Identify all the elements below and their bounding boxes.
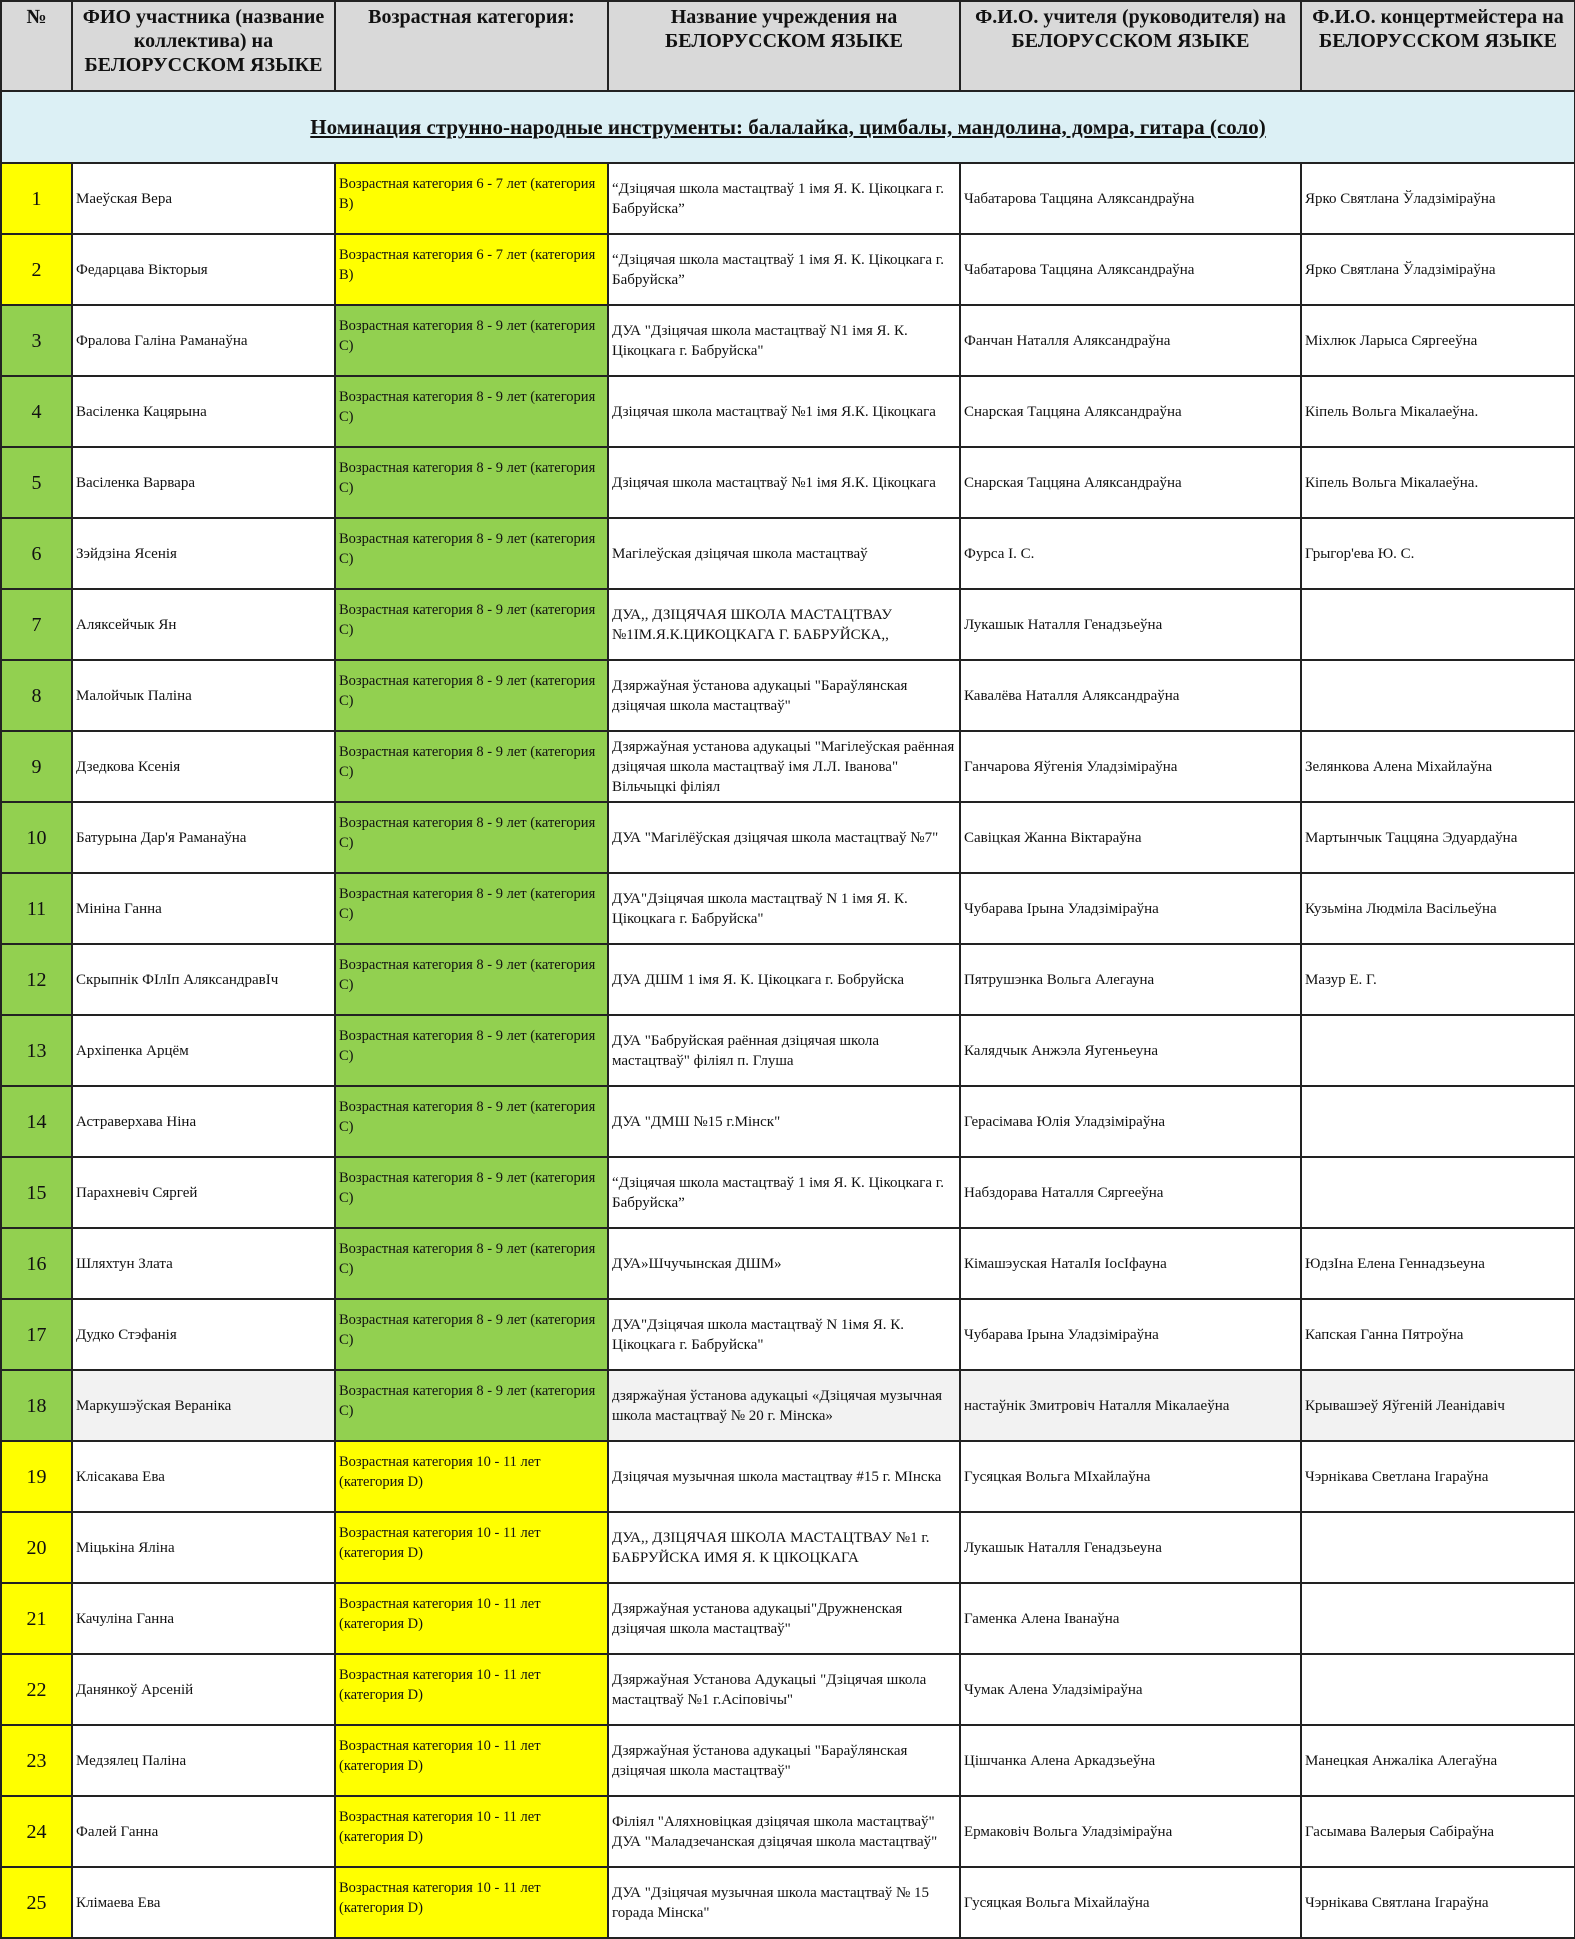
table-row — [1, 1015, 1575, 1086]
age-category: Возрастная категория 8 - 9 лет (категория С) — [335, 731, 608, 802]
teacher-name: Чубарава Ірына Уладзіміраўна — [960, 873, 1301, 944]
school-name: ДУА,, ДЗІЦЯЧАЯ ШКОЛА МАСТАЦТВАУ №1 г. БАБРУЙСКА ИМЯ Я. К ЦІКОЦКАГА — [608, 1512, 960, 1583]
school-name: Філіял "Аляхновіцкая дзіцячая школа мастацтваў" ДУА "Маладзечанская дзіцячая школа мастацтваў" — [608, 1796, 960, 1867]
row-number: 3 — [1, 305, 72, 376]
table-row — [1, 1441, 1575, 1512]
row-number: 9 — [1, 731, 72, 802]
age-category: Возрастная категория 8 - 9 лет (категория С) — [335, 447, 608, 518]
school-name: “Дзіцячая школа мастацтваў 1 імя Я. К. Цікоцкага г. Бабруйска” — [608, 163, 960, 234]
school-name: Дзіцячая школа мастацтваў №1 імя Я.К. Цікоцкага — [608, 447, 960, 518]
table-row — [1, 731, 1575, 802]
accompanist-name — [1301, 1654, 1575, 1725]
age-category: Возрастная категория 8 - 9 лет (категория С) — [335, 944, 608, 1015]
participant-name: Васіленка Кацярына — [72, 376, 335, 447]
row-number: 5 — [1, 447, 72, 518]
school-name: Дзіцячая школа мастацтваў №1 імя Я.К. Цікоцкага — [608, 376, 960, 447]
table-row — [1, 1228, 1575, 1299]
age-category: Возрастная категория 8 - 9 лет (категория С) — [335, 660, 608, 731]
table-row — [1, 1512, 1575, 1583]
row-number: 25 — [1, 1867, 72, 1938]
accompanist-name: ЮдзІна Елена Геннадзьеуна — [1301, 1228, 1575, 1299]
table-row — [1, 1583, 1575, 1654]
row-number: 13 — [1, 1015, 72, 1086]
accompanist-name: Кузьміна Людміла Васільеўна — [1301, 873, 1575, 944]
accompanist-name — [1301, 589, 1575, 660]
participant-name: Аляксейчык Ян — [72, 589, 335, 660]
row-number: 7 — [1, 589, 72, 660]
age-category: Возрастная категория 8 - 9 лет (категория С) — [335, 305, 608, 376]
teacher-name: Чубарава Ірына Уладзіміраўна — [960, 1299, 1301, 1370]
table-row — [1, 376, 1575, 447]
accompanist-name: Ярко Святлана Ўладзіміраўна — [1301, 163, 1575, 234]
participant-name: Клісакава Ева — [72, 1441, 335, 1512]
age-category: Возрастная категория 8 - 9 лет (категория С) — [335, 1157, 608, 1228]
accompanist-name — [1301, 1157, 1575, 1228]
teacher-name: Ермаковіч Вольга Уладзіміраўна — [960, 1796, 1301, 1867]
table-row — [1, 234, 1575, 305]
school-name: ДУА"Дзіцячая школа мастацтваў N 1 імя Я. К. Цікоцкага г. Бабруйска" — [608, 873, 960, 944]
row-number: 19 — [1, 1441, 72, 1512]
school-name: Дзяржаўная установа адукацыі"Дружненская дзіцячая школа мастацтваў" — [608, 1583, 960, 1654]
participant-name: Шляхтун Злата — [72, 1228, 335, 1299]
school-name: Дзяржаўная Установа Адукацыі "Дзіцячая школа мастацтваў №1 г.Асіповічы" — [608, 1654, 960, 1725]
age-category: Возрастная категория 8 - 9 лет (категория С) — [335, 802, 608, 873]
accompanist-name: Капская Ганна Пятроўна — [1301, 1299, 1575, 1370]
age-category: Возрастная категория 8 - 9 лет (категория С) — [335, 376, 608, 447]
school-name: ДУА "ДМШ №15 г.Мінск" — [608, 1086, 960, 1157]
accompanist-name: Грыгор'ева Ю. С. — [1301, 518, 1575, 589]
participant-name: Архіпенка Арцём — [72, 1015, 335, 1086]
age-category: Возрастная категория 8 - 9 лет (категория С) — [335, 589, 608, 660]
header-school: Название учреждения на БЕЛОРУССКОМ ЯЗЫКЕ — [608, 1, 960, 91]
table-row — [1, 802, 1575, 873]
header-category: Возрастная категория: — [335, 1, 608, 91]
age-category: Возрастная категория 8 - 9 лет (категория С) — [335, 1086, 608, 1157]
teacher-name: Гусяцкая Вольга МІхайлаўна — [960, 1441, 1301, 1512]
nomination-row — [1, 91, 1575, 163]
teacher-name: Цішчанка Алена Аркадзьеўна — [960, 1725, 1301, 1796]
row-number: 11 — [1, 873, 72, 944]
teacher-name: Фурса І. С. — [960, 518, 1301, 589]
table-row — [1, 1867, 1575, 1938]
school-name: Магілеўская дзіцячая школа мастацтваў — [608, 518, 960, 589]
age-category: Возрастная категория 8 - 9 лет (категория С) — [335, 1015, 608, 1086]
participant-name: Фалей Ганна — [72, 1796, 335, 1867]
age-category: Возрастная категория 10 - 11 лет (категория D) — [335, 1583, 608, 1654]
row-number: 12 — [1, 944, 72, 1015]
table-row — [1, 163, 1575, 234]
participant-name: Скрыпнік ФІлІп АляксандравІч — [72, 944, 335, 1015]
school-name: ДУА ДШМ 1 імя Я. К. Цікоцкага г. Бобруйска — [608, 944, 960, 1015]
school-name: Дзяржаўная установа адукацыі "Магілеўская раённая дзіцячая школа мастацтваў імя Л.Л. Іванова" Вільчыцкі філіял — [608, 731, 960, 802]
teacher-name: Лукашык Наталля Генадзьеуна — [960, 1512, 1301, 1583]
header-teacher: Ф.И.О. учителя (руководителя) на БЕЛОРУССКОМ ЯЗЫКЕ — [960, 1, 1301, 91]
school-name: ДУА "Дзіцячая школа мастацтваў N1 імя Я. К. Цікоцкага г. Бабруйска" — [608, 305, 960, 376]
participant-name: Маркушэўская Вераніка — [72, 1370, 335, 1441]
teacher-name: Фанчан Наталля Аляксандраўна — [960, 305, 1301, 376]
accompanist-name — [1301, 1583, 1575, 1654]
table-row — [1, 1796, 1575, 1867]
teacher-name: Чумак Алена Уладзіміраўна — [960, 1654, 1301, 1725]
header-num: № — [1, 1, 72, 91]
participant-name: Дзедкова Ксенія — [72, 731, 335, 802]
participant-name: Мініна Ганна — [72, 873, 335, 944]
school-name: “Дзіцячая школа мастацтваў 1 імя Я. К. Цікоцкага г. Бабруйска” — [608, 1157, 960, 1228]
row-number: 16 — [1, 1228, 72, 1299]
age-category: Возрастная категория 10 - 11 лет (категория D) — [335, 1796, 608, 1867]
table-row — [1, 305, 1575, 376]
age-category: Возрастная категория 6 - 7 лет (категория В) — [335, 163, 608, 234]
age-category: Возрастная категория 8 - 9 лет (категория С) — [335, 873, 608, 944]
accompanist-name: Кіпель Вольга Мікалаеўна. — [1301, 447, 1575, 518]
teacher-name: Гаменка Алена Іванаўна — [960, 1583, 1301, 1654]
row-number: 21 — [1, 1583, 72, 1654]
school-name: Дзіцячая музычная школа мастацтвау #15 г. МІнска — [608, 1441, 960, 1512]
school-name: “Дзіцячая школа мастацтваў 1 імя Я. К. Цікоцкага г. Бабруйска” — [608, 234, 960, 305]
school-name: дзяржаўная ўстанова адукацыі «Дзіцячая музычная школа мастацтваў № 20 г. Мінска» — [608, 1370, 960, 1441]
nomination-title: Номинация струнно-народные инструменты: балалайка, цимбалы, мандолина, домра, гитара (соло) — [1, 91, 1575, 163]
row-number: 8 — [1, 660, 72, 731]
participant-name: Федарцава Вікторыя — [72, 234, 335, 305]
teacher-name: Чабатарова Таццяна Аляксандраўна — [960, 234, 1301, 305]
row-number: 24 — [1, 1796, 72, 1867]
school-name: Дзяржаўная ўстанова адукацыі "Бараўлянская дзіцячая школа мастацтваў" — [608, 660, 960, 731]
age-category: Возрастная категория 10 - 11 лет (категория D) — [335, 1512, 608, 1583]
teacher-name: Пятрушэнка Вольга Алегауна — [960, 944, 1301, 1015]
row-number: 17 — [1, 1299, 72, 1370]
row-number: 20 — [1, 1512, 72, 1583]
participant-name: Міцькіна Яліна — [72, 1512, 335, 1583]
accompanist-name: Крывашэеў Яўгеній Леанідавіч — [1301, 1370, 1575, 1441]
table-row — [1, 1654, 1575, 1725]
participant-name: Астраверхава Ніна — [72, 1086, 335, 1157]
table-row — [1, 873, 1575, 944]
accompanist-name: Чэрнікава Святлана Ігараўна — [1301, 1867, 1575, 1938]
table-row — [1, 1299, 1575, 1370]
row-number: 22 — [1, 1654, 72, 1725]
accompanist-name: Чэрнікава Светлана Ігараўна — [1301, 1441, 1575, 1512]
table-row — [1, 660, 1575, 731]
row-number: 15 — [1, 1157, 72, 1228]
school-name: ДУА "Бабруйская раённая дзіцячая школа мастацтваў" філіял п. Глуша — [608, 1015, 960, 1086]
school-name: ДУА "Дзіцячая музычная школа мастацтваў № 15 горада Мінска" — [608, 1867, 960, 1938]
row-number: 18 — [1, 1370, 72, 1441]
row-number: 4 — [1, 376, 72, 447]
row-number: 10 — [1, 802, 72, 873]
accompanist-name: Манецкая Анжаліка Алегаўна — [1301, 1725, 1575, 1796]
age-category: Возрастная категория 10 - 11 лет (категория D) — [335, 1725, 608, 1796]
participant-name: Дудко Стэфанія — [72, 1299, 335, 1370]
accompanist-name: Міхлюк Ларыса Сяргееўна — [1301, 305, 1575, 376]
teacher-name: Кімашэуская НаталІя ІосІфауна — [960, 1228, 1301, 1299]
table-row — [1, 944, 1575, 1015]
school-name: ДУА "Магілёўская дзіцячая школа мастацтваў №7" — [608, 802, 960, 873]
header-name: ФИО участника (название коллектива) на БЕЛОРУССКОМ ЯЗЫКЕ — [72, 1, 335, 91]
age-category: Возрастная категория 8 - 9 лет (категория С) — [335, 518, 608, 589]
age-category: Возрастная категория 10 - 11 лет (категория D) — [335, 1654, 608, 1725]
accompanist-name — [1301, 1015, 1575, 1086]
participant-name: Фралова Галіна Раманаўна — [72, 305, 335, 376]
table-row — [1, 447, 1575, 518]
age-category: Возрастная категория 10 - 11 лет (категория D) — [335, 1441, 608, 1512]
participant-name: Парахневіч Сяргей — [72, 1157, 335, 1228]
school-name: ДУА"Дзіцячая школа мастацтваў N 1імя Я. К. Цікоцкага г. Бабруйска" — [608, 1299, 960, 1370]
participant-name: Клімаева Ева — [72, 1867, 335, 1938]
accompanist-name: Ярко Святлана Ўладзіміраўна — [1301, 234, 1575, 305]
age-category: Возрастная категория 10 - 11 лет (категория D) — [335, 1867, 608, 1938]
header-accompanist: Ф.И.О. концертмейстера на БЕЛОРУССКОМ ЯЗЫКЕ — [1301, 1, 1575, 91]
participant-name: Зэйдзіна Ясенія — [72, 518, 335, 589]
participant-name: Маеўская Вера — [72, 163, 335, 234]
age-category: Возрастная категория 8 - 9 лет (категория С) — [335, 1370, 608, 1441]
accompanist-name: Кіпель Вольга Мікалаеўна. — [1301, 376, 1575, 447]
accompanist-name — [1301, 660, 1575, 731]
teacher-name: Калядчык Анжэла Яугеньеуна — [960, 1015, 1301, 1086]
teacher-name: настаўнік Змитровіч Наталля Мікалаеўна — [960, 1370, 1301, 1441]
age-category: Возрастная категория 8 - 9 лет (категория С) — [335, 1299, 608, 1370]
school-name: Дзяржаўная ўстанова адукацыі "Бараўлянская дзіцячая школа мастацтваў" — [608, 1725, 960, 1796]
participant-name: Медзялец Паліна — [72, 1725, 335, 1796]
table-row — [1, 589, 1575, 660]
accompanist-name: Мартынчык Таццяна Эдуардаўна — [1301, 802, 1575, 873]
school-name: ДУА,, ДЗІЦЯЧАЯ ШКОЛА МАСТАЦТВАУ №1ІМ.Я.К.ЦИКОЦКАГА Г. БАБРУЙСКА,, — [608, 589, 960, 660]
teacher-name: Набздорава Наталля Сяргееўна — [960, 1157, 1301, 1228]
accompanist-name — [1301, 1086, 1575, 1157]
table-row — [1, 1370, 1575, 1441]
teacher-name: Чабатарова Таццяна Аляксандраўна — [960, 163, 1301, 234]
table-row — [1, 1725, 1575, 1796]
participant-name: Качуліна Ганна — [72, 1583, 335, 1654]
accompanist-name: Мазур Е. Г. — [1301, 944, 1575, 1015]
teacher-name: Герасімава Юлія Уладзіміраўна — [960, 1086, 1301, 1157]
teacher-name: Лукашык Наталля Генадзьеўна — [960, 589, 1301, 660]
teacher-name: Кавалёва Наталля Аляксандраўна — [960, 660, 1301, 731]
accompanist-name: Зелянкова Алена Міхайлаўна — [1301, 731, 1575, 802]
row-number: 2 — [1, 234, 72, 305]
accompanist-name — [1301, 1512, 1575, 1583]
row-number: 14 — [1, 1086, 72, 1157]
participant-name: Малойчык Паліна — [72, 660, 335, 731]
teacher-name: Снарская Таццяна Аляксандраўна — [960, 447, 1301, 518]
age-category: Возрастная категория 6 - 7 лет (категория В) — [335, 234, 608, 305]
participant-name: Данянкоў Арсеній — [72, 1654, 335, 1725]
teacher-name: Гусяцкая Вольга Міхайлаўна — [960, 1867, 1301, 1938]
header-row — [1, 1, 1575, 91]
table-row — [1, 1086, 1575, 1157]
school-name: ДУА»Шчучынская ДШМ» — [608, 1228, 960, 1299]
age-category: Возрастная категория 8 - 9 лет (категория С) — [335, 1228, 608, 1299]
teacher-name: Ганчарова Яўгенія Уладзіміраўна — [960, 731, 1301, 802]
row-number: 1 — [1, 163, 72, 234]
participant-name: Васіленка Варвара — [72, 447, 335, 518]
participant-name: Батурына Дар'я Раманаўна — [72, 802, 335, 873]
teacher-name: Снарская Таццяна Аляксандраўна — [960, 376, 1301, 447]
table-row — [1, 518, 1575, 589]
table-row — [1, 1157, 1575, 1228]
accompanist-name: Гасымава Валерыя Сабіраўна — [1301, 1796, 1575, 1867]
row-number: 6 — [1, 518, 72, 589]
row-number: 23 — [1, 1725, 72, 1796]
teacher-name: Савіцкая Жанна Віктараўна — [960, 802, 1301, 873]
